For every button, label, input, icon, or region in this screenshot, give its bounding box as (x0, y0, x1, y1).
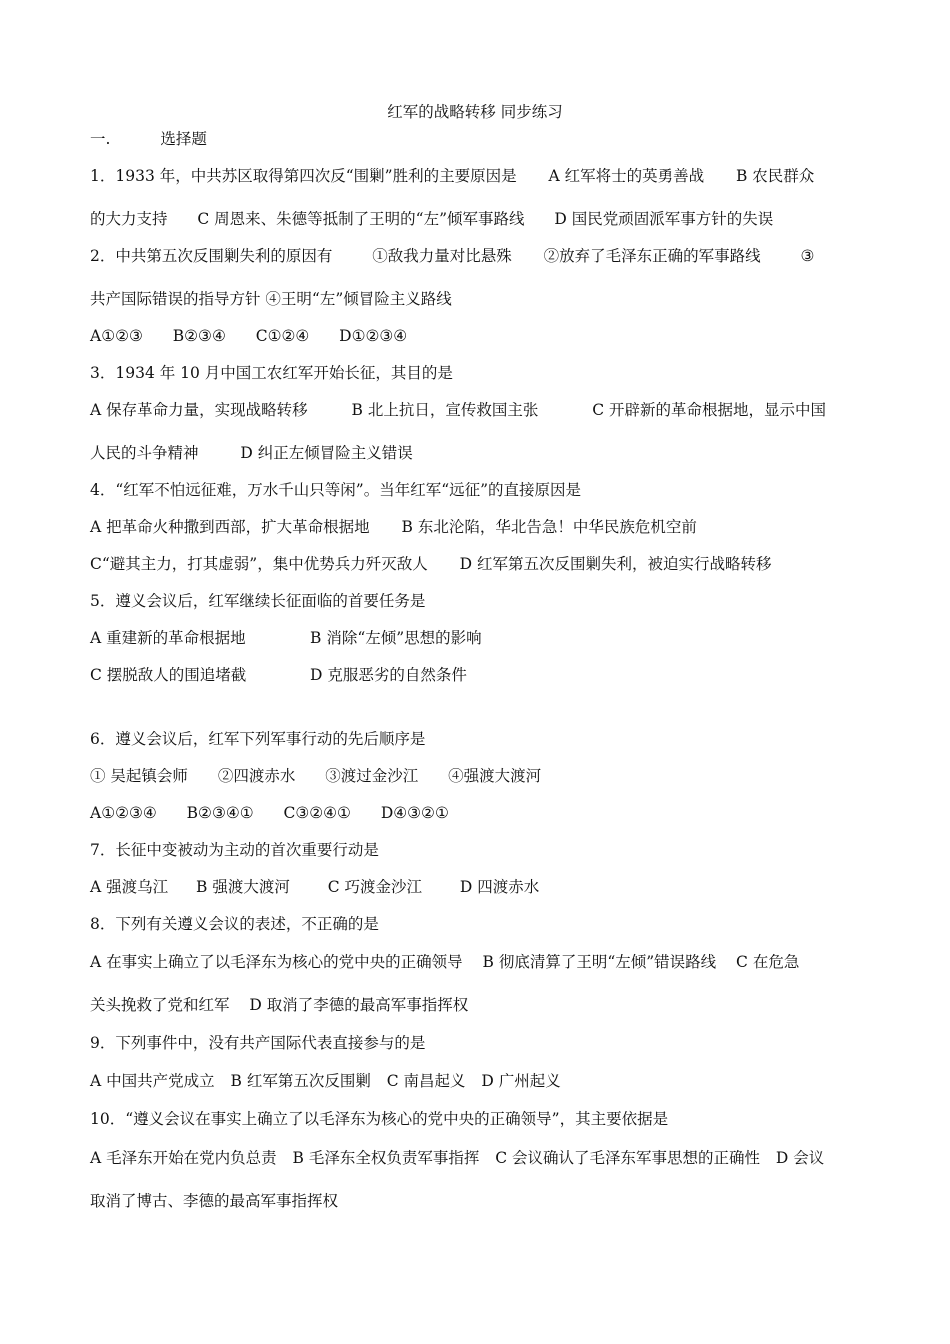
question-10-stem: 10．“遵义会议在事实上确立了以毛泽东为核心的党中央的正确领导”，其主要依据是 (90, 1110, 669, 1128)
question-9-option-a: A 中国共产党成立 (90, 1072, 215, 1090)
question-1-option-b: B 农民群众 (735, 167, 815, 185)
question-8-stem: 8．下列有关遵义会议的表述，不正确的是 (90, 915, 379, 933)
question-7-option-b: B 强渡大渡河 (196, 878, 290, 896)
question-1-option-b-cont: 的大力支持 (90, 210, 168, 228)
question-3-option-b: B 北上抗日，宣传救国主张 (351, 401, 539, 419)
question-3-options (90, 400, 826, 420)
question-4-option-c: C“避其主力，打其虚弱”，集中优势兵力歼灭敌人 (90, 555, 428, 573)
question-4-option-d: D 红军第五次反围剿失利，被迫实行战略转移 (459, 555, 772, 573)
question-6-item-3: ③渡过金沙江 (325, 767, 419, 785)
question-3-line-3 (90, 443, 413, 463)
question-7-option-d: D 四渡赤水 (459, 878, 540, 896)
question-2-option-b: B②③④ (172, 327, 226, 345)
question-6-options (90, 803, 449, 823)
question-5-option-d: D 克服恶劣的自然条件 (310, 666, 467, 684)
question-6-items (90, 766, 541, 786)
question-2-options (90, 326, 407, 346)
question-8-line-3 (90, 995, 468, 1015)
question-2-option-c: C①②④ (255, 327, 310, 345)
question-9-option-c: C 南昌起义 (386, 1072, 466, 1090)
question-3-stem: 3．1934 年 10 月中国工农红军开始长征，其目的是 (90, 364, 453, 382)
question-5-option-a: A 重建新的革命根据地 (90, 629, 246, 647)
question-10-option-a: A 毛泽东开始在党内负总责 (90, 1149, 277, 1167)
question-7-options (90, 877, 539, 897)
question-3-option-a: A 保存革命力量，实现战略转移 (90, 401, 308, 419)
question-1-option-d: D 国民党顽固派军事方针的失误 (554, 210, 774, 228)
question-4-line-3 (90, 554, 771, 574)
question-8-option-c: C 在危急 (736, 953, 800, 971)
question-2-item-1: ①敌我力量对比悬殊 (372, 247, 512, 265)
question-6-option-d: D④③②① (380, 804, 449, 822)
question-3-option-c: C 开辟新的革命根据地，显示中国 (592, 401, 826, 419)
question-4-line-2 (90, 517, 697, 537)
question-6-option-b: B②③④① (186, 804, 254, 822)
question-10-option-b: B 毛泽东全权负责军事指挥 (292, 1149, 480, 1167)
question-2-line-2: 共产国际错误的指导方针 ④王明“左”倾冒险主义路线 (90, 290, 452, 308)
question-5-line-2 (90, 628, 482, 648)
question-1-option-a: A 红军将士的英勇善战 (548, 167, 705, 185)
question-8-option-c-cont: 关头挽救了党和红军 (90, 996, 230, 1014)
question-6-item-1: ① 吴起镇会师 (90, 767, 188, 785)
question-6-item-4: ④强渡大渡河 (448, 767, 542, 785)
question-10-line-2 (90, 1148, 824, 1168)
question-5-line-3 (90, 665, 467, 685)
question-9-option-b: B 红军第五次反围剿 (230, 1072, 371, 1090)
question-10-line-3: 取消了博古、李德的最高军事指挥权 (90, 1192, 339, 1210)
question-9-options (90, 1071, 561, 1091)
question-6-stem: 6．遵义会议后，红军下列军事行动的先后顺序是 (90, 730, 426, 748)
section-number: 一. (90, 130, 111, 148)
question-9-option-d: D 广州起义 (481, 1072, 561, 1090)
question-7-stem: 7．长征中变被动为主动的首次重要行动是 (90, 841, 379, 859)
question-2-option-a: A①②③ (90, 327, 143, 345)
question-8-option-a: A 在事实上确立了以毛泽东为核心的党中央的正确领导 (90, 953, 463, 971)
question-8-option-b: B 彻底清算了王明“左倾”错误路线 (482, 953, 717, 971)
question-6-option-a: A①②③④ (90, 804, 157, 822)
question-1-stem: 1．1933 年，中共苏区取得第四次反“围剿”胜利的主要原因是 (90, 167, 517, 185)
question-6-item-2: ②四渡赤水 (217, 767, 296, 785)
question-1 (90, 166, 814, 186)
section-heading (90, 129, 207, 149)
question-8-line-2 (90, 952, 799, 972)
question-6-option-c: C③②④① (283, 804, 351, 822)
question-3-option-c-cont: 人民的斗争精神 (90, 444, 199, 462)
question-5-option-b: B 消除“左倾”思想的影响 (310, 629, 482, 647)
question-3-option-d: D 纠正左倾冒险主义错误 (240, 444, 413, 462)
section-name: 选择题 (160, 130, 207, 148)
page-title: 红军的战略转移 同步练习 (387, 103, 563, 121)
question-5-stem: 5．遵义会议后，红军继续长征面临的首要任务是 (90, 592, 426, 610)
question-10-option-c: C 会议确认了毛泽东军事思想的正确性 (495, 1149, 760, 1167)
question-7-option-c: C 巧渡金沙江 (327, 878, 422, 896)
question-2-option-d: D①②③④ (339, 327, 408, 345)
question-4-option-b: B 东北沦陷，华北告急！中华民族危机空前 (401, 518, 697, 536)
question-2-item-3-start: ③ (800, 247, 815, 265)
question-1-line-2 (90, 209, 773, 229)
question-1-option-c: C 周恩来、朱德等抵制了王明的“左”倾军事路线 (197, 210, 525, 228)
question-9-stem: 9．下列事件中，没有共产国际代表直接参与的是 (90, 1034, 426, 1052)
question-2-stem: 2．中共第五次反围剿失利的原因有 (90, 247, 333, 265)
question-7-option-a: A 强渡乌江 (90, 878, 169, 896)
question-4-option-a: A 把革命火种撒到西部，扩大革命根据地 (90, 518, 370, 536)
question-5-option-c: C 摆脱敌人的围追堵截 (90, 666, 247, 684)
question-2-item-2: ②放弃了毛泽东正确的军事路线 (543, 247, 761, 265)
question-4-stem: 4．“红军不怕远征难，万水千山只等闲”。当年红军“远征”的直接原因是 (90, 481, 582, 499)
question-2 (90, 246, 814, 266)
question-10-option-d: D 会议 (775, 1149, 825, 1167)
question-8-option-d: D 取消了李德的最高军事指挥权 (249, 996, 469, 1014)
